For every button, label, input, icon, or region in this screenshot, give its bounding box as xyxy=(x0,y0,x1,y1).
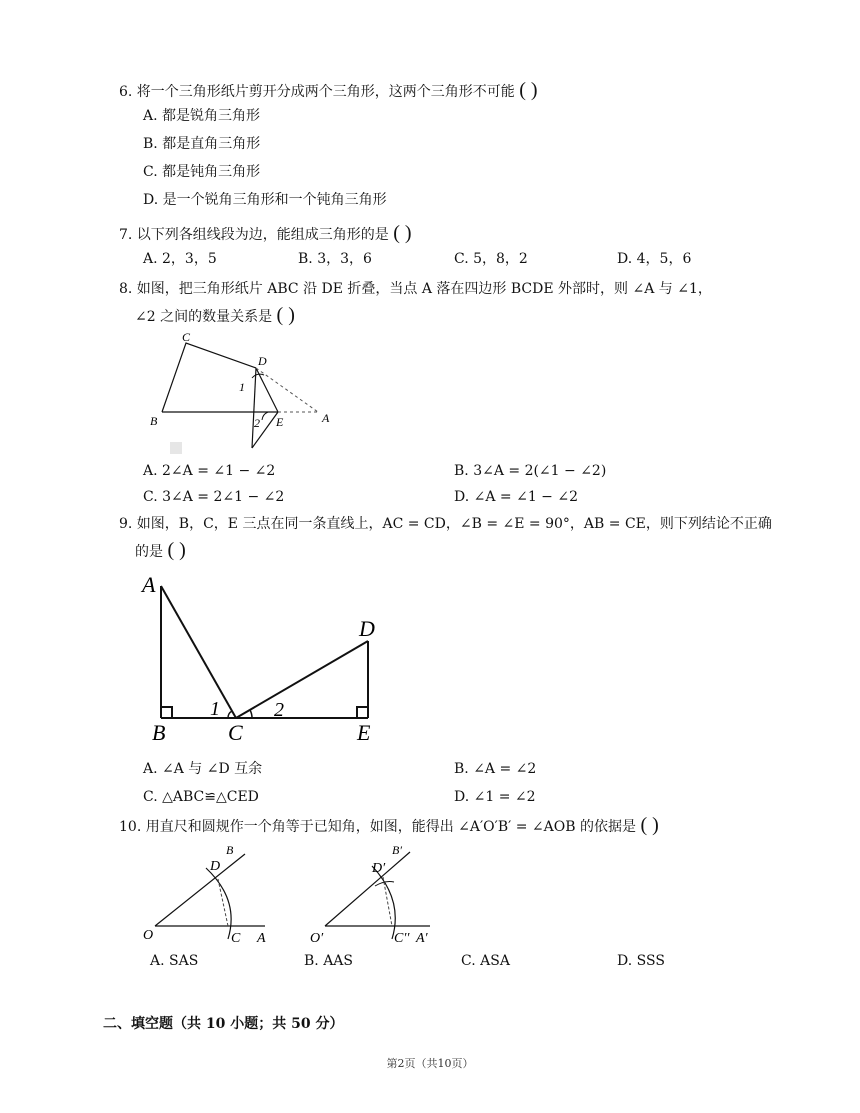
label-c: C xyxy=(182,330,191,344)
q10-angle-construction-figure-2 xyxy=(300,840,450,950)
label-a: A xyxy=(142,572,156,597)
q10-option-c: C. ASA xyxy=(461,953,510,969)
label-d-prime: D′ xyxy=(372,861,386,876)
q7-option-a: A. 2，3，5 xyxy=(143,251,217,267)
q9-two-triangles-figure xyxy=(140,570,390,750)
label-angle-1: 1 xyxy=(239,380,245,394)
q6-option-d: D. 是一个锐角三角形和一个钝角三角形 xyxy=(143,192,387,208)
q6-option-a: A. 都是锐角三角形 xyxy=(143,108,261,124)
q9-option-b: B. ∠A = ∠2 xyxy=(454,761,537,777)
label-a-prime: A′ xyxy=(416,931,428,946)
label-angle-2: 2 xyxy=(274,699,284,721)
q8-option-b: B. 3∠A = 2(∠1 − ∠2) xyxy=(454,463,607,479)
q7-option-b: B. 3，3，6 xyxy=(298,251,372,267)
label-b-prime: B′ xyxy=(392,843,402,857)
q9-option-a: A. ∠A 与 ∠D 互余 xyxy=(143,761,263,777)
label-c-prime: C′′ xyxy=(394,931,410,946)
label-d: D xyxy=(210,859,221,874)
q10-option-a: A. SAS xyxy=(150,953,199,969)
section-heading: 二、填空题（共 10 小题；共 50 分） xyxy=(103,1016,344,1032)
label-angle-1: 1 xyxy=(210,698,220,720)
q9-stem-line1: 9. 如图，B，C，E 三点在同一条直线上，AC = CD，∠B = ∠E = 90°，AB = CE，则下列结论不正确 xyxy=(119,516,772,532)
label-d: D xyxy=(258,354,267,368)
label-a: A xyxy=(322,411,330,425)
answer-paren: ( ) xyxy=(167,539,186,561)
label-c: C xyxy=(231,931,241,946)
q8-stem-line1: 8. 如图，把三角形纸片 ABC 沿 DE 折叠，当点 A 落在四边形 BCDE 外部时，则 ∠A 与 ∠1， xyxy=(119,281,712,297)
q7-option-c: C. 5，8，2 xyxy=(454,251,528,267)
q8-folded-triangle-figure xyxy=(140,330,340,455)
q8-option-c: C. 3∠A = 2∠1 − ∠2 xyxy=(143,489,285,505)
q9-option-c: C. △ABC≌△CED xyxy=(143,789,259,805)
q8-option-a: A. 2∠A = ∠1 − ∠2 xyxy=(143,463,276,479)
answer-paren: ( ) xyxy=(393,222,412,244)
q6-stem: 6. 将一个三角形纸片剪开分成两个三角形，这两个三角形不可能 ( ) xyxy=(119,79,538,101)
q10-option-d: D. SSS xyxy=(617,953,665,969)
q6-option-b: B. 都是直角三角形 xyxy=(143,136,261,152)
label-e: E xyxy=(357,720,371,745)
label-d: D xyxy=(359,616,375,641)
answer-paren: ( ) xyxy=(640,814,659,836)
q10-angle-construction-figure-1 xyxy=(140,840,280,950)
q10-option-b: B. AAS xyxy=(304,953,353,969)
label-c: C xyxy=(228,720,243,745)
q6-option-c: C. 都是钝角三角形 xyxy=(143,164,261,180)
q8-option-d: D. ∠A = ∠1 − ∠2 xyxy=(454,489,579,505)
q7-option-d: D. 4，5，6 xyxy=(617,251,692,267)
label-o: O xyxy=(143,928,154,943)
page-footer: 第2页（共10页） xyxy=(386,1057,474,1070)
q7-stem: 7. 以下列各组线段为边，能组成三角形的是 ( ) xyxy=(119,222,412,244)
answer-paren: ( ) xyxy=(276,304,295,326)
label-o-prime: O′ xyxy=(310,931,324,946)
label-e: E xyxy=(276,415,284,429)
q10-stem: 10. 用直尺和圆规作一个角等于已知角，如图，能得出 ∠A′O′B′ = ∠AOB 的依据是 ( ) xyxy=(119,814,659,836)
q9-option-d: D. ∠1 = ∠2 xyxy=(454,789,536,805)
label-a: A xyxy=(257,931,266,946)
q8-stem-line2: ∠2 之间的数量关系是 ( ) xyxy=(135,304,295,326)
answer-paren: ( ) xyxy=(519,79,538,101)
label-angle-2: 2 xyxy=(254,416,260,430)
label-b: B xyxy=(150,414,158,428)
label-b: B xyxy=(152,720,166,745)
label-b: B xyxy=(226,843,234,857)
q9-stem-line2: 的是 ( ) xyxy=(135,539,186,561)
